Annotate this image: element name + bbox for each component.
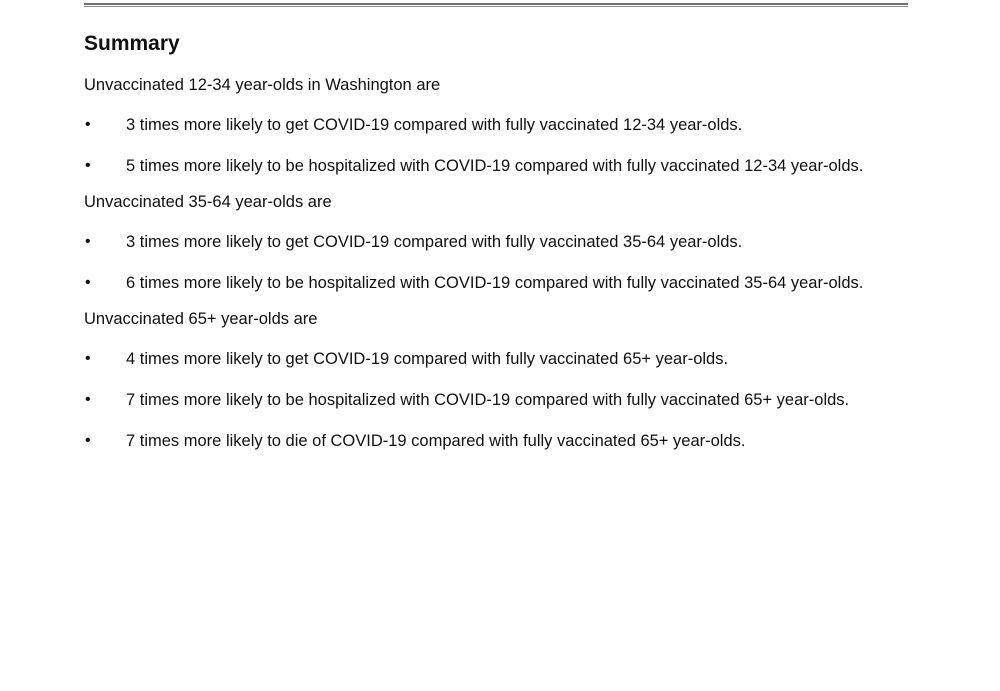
bullet-icon: •: [85, 350, 91, 367]
top-rule-thin: [84, 6, 908, 7]
bullet-list-65-plus: [84, 347, 914, 453]
list-item: [84, 154, 908, 178]
group-intro-65-plus: Unvaccinated 65+ year-olds are: [84, 310, 318, 328]
list-item-text: 6 times more likely to be hospitalized with COVID-19 compared with fully vaccinated 35-64 year-olds.: [126, 274, 864, 292]
bullet-icon: •: [85, 274, 91, 291]
group-intro-35-64: Unvaccinated 35-64 year-olds are: [84, 193, 332, 211]
list-item: [84, 113, 908, 137]
list-item: [84, 429, 908, 453]
bullet-icon: •: [85, 391, 91, 408]
list-item: [84, 347, 908, 371]
list-item: [84, 388, 908, 412]
top-rule: [84, 3, 908, 5]
bullet-icon: •: [85, 116, 91, 133]
list-item-text: 3 times more likely to get COVID-19 compared with fully vaccinated 35-64 year-olds.: [126, 233, 743, 251]
summary-section: [84, 30, 914, 453]
bullet-list-35-64: [84, 230, 914, 295]
bullet-icon: •: [85, 432, 91, 449]
list-item-text: 7 times more likely to die of COVID-19 compared with fully vaccinated 65+ year-olds.: [126, 432, 746, 450]
summary-heading: Summary: [84, 32, 180, 55]
bullet-icon: •: [85, 157, 91, 174]
list-item-text: 4 times more likely to get COVID-19 compared with fully vaccinated 65+ year-olds.: [126, 350, 729, 368]
list-item-text: 7 times more likely to be hospitalized with COVID-19 compared with fully vaccinated 65+ year-olds.: [126, 391, 850, 409]
list-item-text: 5 times more likely to be hospitalized with COVID-19 compared with fully vaccinated 12-34 year-olds.: [126, 157, 864, 175]
list-item: [84, 230, 908, 254]
list-item: [84, 271, 908, 295]
bullet-icon: •: [85, 233, 91, 250]
bullet-list-12-34: [84, 113, 914, 178]
group-intro-12-34: Unvaccinated 12-34 year-olds in Washington are: [84, 76, 441, 94]
list-item-text: 3 times more likely to get COVID-19 compared with fully vaccinated 12-34 year-olds.: [126, 116, 743, 134]
